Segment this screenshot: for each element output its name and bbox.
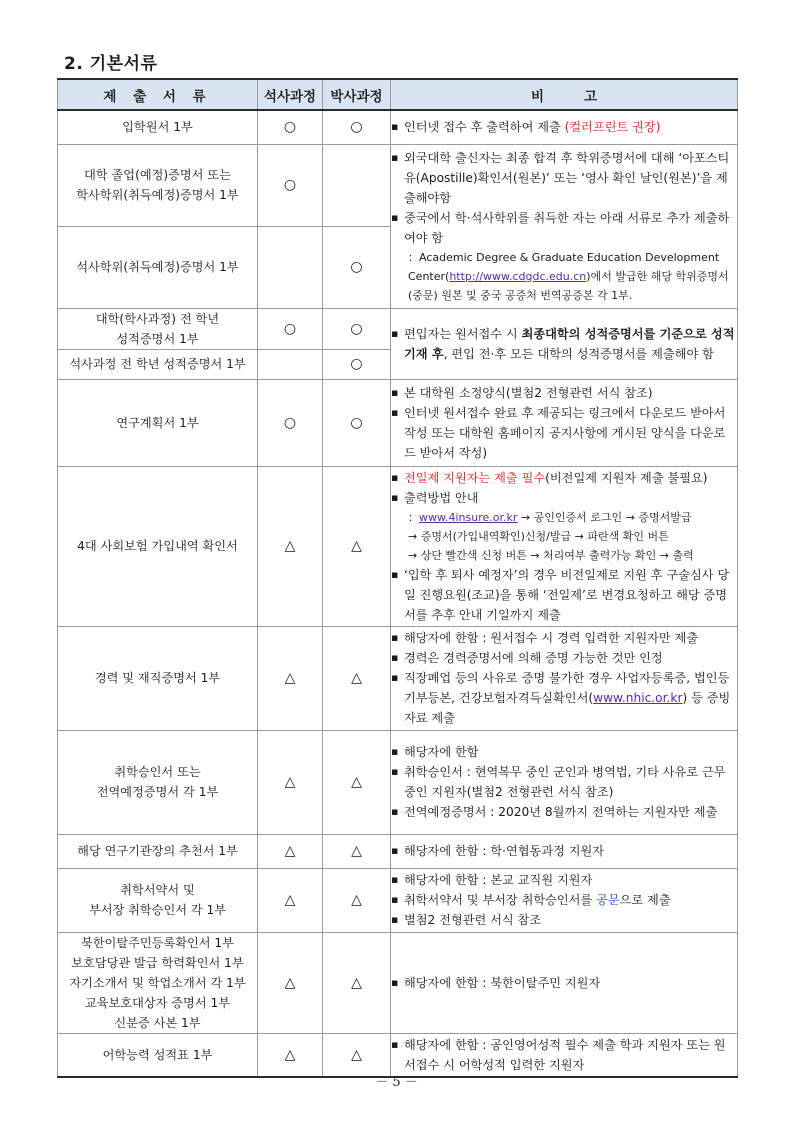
master-mark: △ xyxy=(258,466,323,626)
remark: ▪ 해당자에 한함 : 공인영어성적 필수 제출 학과 지원자 또는 원서접수 시 어학성적 입력한 지원자 xyxy=(391,1033,738,1077)
doc-name: 석사과정 전 학년 성적증명서 1부 xyxy=(58,349,258,379)
table-row xyxy=(58,834,738,868)
cdgdc-link[interactable]: http://www.cdgdc.edu.cn xyxy=(449,269,587,283)
remark: ▪ 해당자에 한함 ▪ 취학승인서 : 현역복무 중인 군인과 병역법, 기타 사유로 근무 중인 지원자(별첨2 전형관련 서식 참조) ▪ 전역예정증명서 : 2020년 8월까지 전역하는 지원자만 제출 xyxy=(391,730,738,834)
doc-name: 해당 연구기관장의 추천서 1부 xyxy=(58,834,258,868)
phd-mark: ○ xyxy=(323,349,391,379)
doc-name: 취학서약서 및 부서장 취학승인서 각 1부 xyxy=(58,868,258,932)
remark: ▪ 인터넷 접수 후 출력하여 제출 (컬러프린트 권장) xyxy=(391,110,738,144)
remark: ▪ 해당자에 한함 : 원서접수 시 경력 입력한 지원자만 제출 ▪ 경력은 경력증명서에 의해 증명 가능한 것만 인정 ▪ 직장폐업 등의 사유로 증명 불가한 경우 사업자등록증, 법인등기부등본, 건강보험자격득실확인서(www.nhic.or.kr) 등 증빙자료 제출 xyxy=(391,626,738,730)
doc-name: 경력 및 재직증명서 1부 xyxy=(58,626,258,730)
table-row xyxy=(58,730,738,834)
remark: ▪ 해당자에 한함 : 학·연협동과정 지원자 xyxy=(391,834,738,868)
remark: ▪ 전일제 지원자는 제출 필수(비전일제 지원자 제출 불필요) ▪ 출력방법 안내 ：www.4insure.or.kr → 공인인증서 로그인 → 증명서발급 → 증명서(가입내역확인)신청/발급 → 파란색 확인 버튼 → 상단 빨간색 신청 버튼 → 처리여부 출력가능 확인 → 출력 ▪ ‘입학 후 퇴사 예정자’의 경우 비전일제로 지원 후 구술심사 당일 진행요원(조교)을 통해 ‘전일제’로 변경요청하고 해당 증명서를 추후 안내 기일까지 제출 xyxy=(391,466,738,626)
phd-mark: △ xyxy=(323,834,391,868)
doc-name: 대학(학사과정) 전 학년 성적증명서 1부 xyxy=(58,308,258,349)
table-row xyxy=(58,308,738,349)
phd-mark: ○ xyxy=(323,379,391,466)
remark: ▪ 해당자에 한함 : 본교 교직원 지원자 ▪ 취학서약서 및 부서장 취학승인서를 공문으로 제출 ▪ 별첨2 전형관련 서식 참조 xyxy=(391,868,738,932)
header-documents: 제 출 서 류 xyxy=(58,79,258,110)
header-master: 석사과정 xyxy=(258,79,323,110)
master-mark: ○ xyxy=(258,144,323,226)
doc-name: 연구계획서 1부 xyxy=(58,379,258,466)
remark: ▪ 해당자에 한함 : 북한이탈주민 지원자 xyxy=(391,932,738,1033)
remark: ▪ 본 대학원 소정양식(별첨2 전형관련 서식 참조) ▪ 인터넷 원서접수 완료 후 제공되는 링크에서 다운로드 받아서 작성 또는 대학원 홈페이지 공지사항에 게시된 양식을 다운로드 받아서 작성) xyxy=(391,379,738,466)
header-phd: 박사과정 xyxy=(323,79,391,110)
phd-mark: ○ xyxy=(323,308,391,349)
master-mark: △ xyxy=(258,868,323,932)
remark: ▪ 편입자는 원서접수 시 최종대학의 성적증명서를 기준으로 성적 기재 후, 편입 전·후 모든 대학의 성적증명서를 제출해야 함 xyxy=(391,308,738,379)
phd-mark: △ xyxy=(323,868,391,932)
table-header-row xyxy=(58,79,738,110)
phd-mark: ○ xyxy=(323,110,391,144)
nhic-link[interactable]: www.nhic.or.kr xyxy=(593,691,683,705)
page-number: － 5 － xyxy=(375,1075,418,1090)
master-mark: △ xyxy=(258,932,323,1033)
phd-mark: ○ xyxy=(323,226,391,308)
table-row xyxy=(58,868,738,932)
doc-name: 석사학위(취득예정)증명서 1부 xyxy=(58,226,258,308)
phd-mark xyxy=(323,144,391,226)
table-row xyxy=(58,379,738,466)
4insure-link[interactable]: www.4insure.or.kr xyxy=(419,510,518,524)
table-row xyxy=(58,932,738,1033)
master-mark xyxy=(258,349,323,379)
phd-mark: △ xyxy=(323,932,391,1033)
remark: ▪ 외국대학 출신자는 최종 합격 후 학위증명서에 대해 ‘아포스티유(Apostille)확인서(원본)’ 또는 ‘영사 확인 날인(원본)’을 제출해야함 ▪ 중국에서 학·석사학위를 취득한 자는 아래 서류로 추가 제출하여야 함 ：Academic Degree & Graduate Education Development Center(http://www.cdgdc.edu.cn)에서 발급한 해당 학위증명서(중문) 원본 및 중국 공증처 번역공증본 각 1부. xyxy=(391,144,738,308)
documents-table xyxy=(57,78,738,1078)
master-mark: ○ xyxy=(258,308,323,349)
table-row xyxy=(58,466,738,626)
table-row xyxy=(58,110,738,144)
doc-name: 입학원서 1부 xyxy=(58,110,258,144)
master-mark: △ xyxy=(258,730,323,834)
table-row xyxy=(58,626,738,730)
phd-mark: △ xyxy=(323,730,391,834)
master-mark: △ xyxy=(258,1033,323,1077)
section-title: 2. 기본서류 xyxy=(64,54,158,74)
table-row xyxy=(58,144,738,226)
doc-name: 대학 졸업(예정)증명서 또는 학사학위(취득예정)증명서 1부 xyxy=(58,144,258,226)
phd-mark: △ xyxy=(323,466,391,626)
doc-name: 4대 사회보험 가입내역 확인서 xyxy=(58,466,258,626)
master-mark: ○ xyxy=(258,110,323,144)
phd-mark: △ xyxy=(323,626,391,730)
phd-mark: △ xyxy=(323,1033,391,1077)
master-mark xyxy=(258,226,323,308)
master-mark: △ xyxy=(258,626,323,730)
doc-name: 북한이탈주민등록확인서 1부 보호담당관 발급 학력확인서 1부 자기소개서 및 학업소개서 각 1부 교육보호대상자 증명서 1부 신분증 사본 1부 xyxy=(58,932,258,1033)
doc-name: 어학능력 성적표 1부 xyxy=(58,1033,258,1077)
master-mark: ○ xyxy=(258,379,323,466)
header-remarks: 비 고 xyxy=(391,79,738,110)
master-mark: △ xyxy=(258,834,323,868)
doc-name: 취학승인서 또는 전역예정증명서 각 1부 xyxy=(58,730,258,834)
